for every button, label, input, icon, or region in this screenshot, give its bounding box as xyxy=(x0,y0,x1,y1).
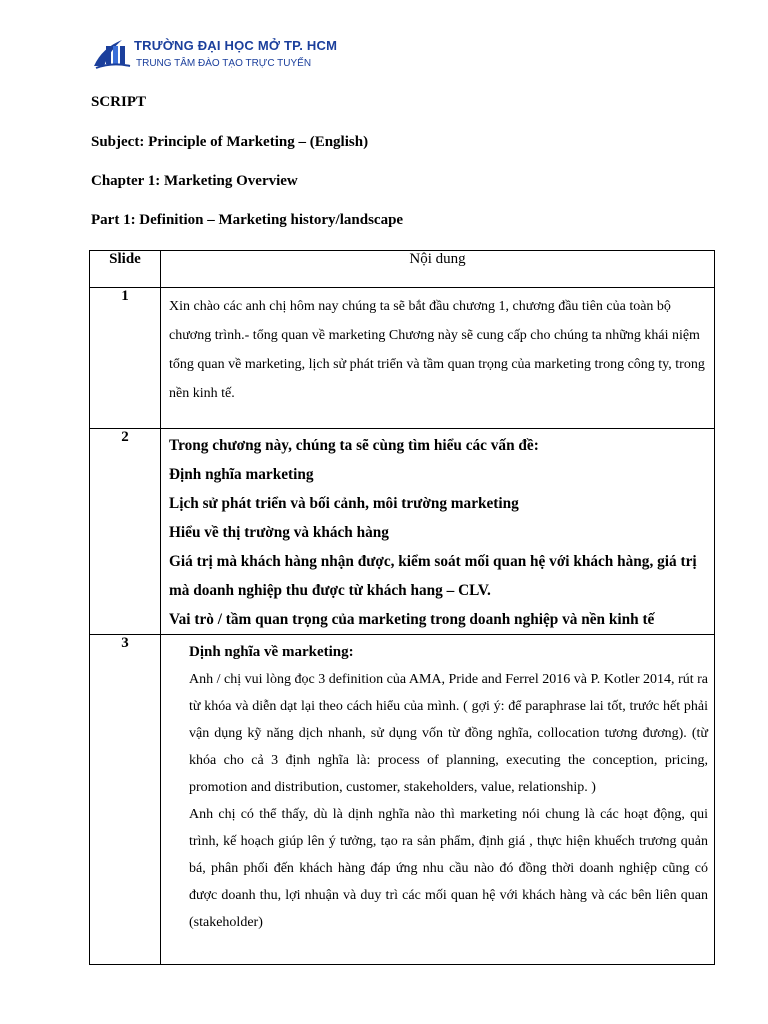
slide-content xyxy=(161,635,715,965)
table-row xyxy=(90,288,715,429)
subject-heading: Subject: Principle of Marketing – (English) xyxy=(91,134,369,150)
slide-number: 1 xyxy=(90,288,161,429)
logo-subtitle: TRUNG TÂM ĐÀO TẠO TRỰC TUYẾN xyxy=(136,58,312,69)
part-heading: Part 1: Definition – Marketing history/landscape xyxy=(91,212,404,228)
topic-line: Lịch sử phát triển và bối cảnh, môi trường marketing xyxy=(169,495,519,512)
header-content: Nội dung xyxy=(161,251,715,288)
topic-line: Trong chương này, chúng ta sẽ cùng tìm hiểu các vấn đề: xyxy=(169,437,539,454)
table-header-row xyxy=(90,251,715,288)
header-slide: Slide xyxy=(90,251,161,288)
topic-line: Hiểu về thị trường và khách hàng xyxy=(169,524,389,541)
script-table xyxy=(89,250,715,965)
table-row xyxy=(90,429,715,635)
slide-number: 2 xyxy=(90,429,161,635)
topic-line: Định nghĩa marketing xyxy=(169,466,314,483)
chapter-heading: Chapter 1: Marketing Overview xyxy=(91,173,298,189)
slide-content xyxy=(161,429,715,635)
university-logo-icon xyxy=(92,36,132,72)
university-logo xyxy=(92,30,338,80)
table-row xyxy=(90,635,715,965)
slide-content: Xin chào các anh chị hôm nay chúng ta sẽ bắt đầu chương 1, chương đầu tiên của toàn bộ chương trình.- tổng quan về marketing Chương này sẽ cung cấp cho chúng ta những khái niệm tổng quan về marketing, lịch sử phát triển và tầm quan trọng của marketing trong công ty, trong nền kinh tế. xyxy=(161,288,715,429)
slide-number: 3 xyxy=(90,635,161,965)
script-heading: SCRIPT xyxy=(91,94,147,110)
section-title: Dịnh nghĩa về marketing: xyxy=(189,644,354,660)
paragraph: Anh chị có thể thấy, dù là dịnh nghĩa nào thì marketing nói chung là các hoạt động, qui trình, kế hoạch giúp lên ý tưởng, tạo ra sản phẩm, định giá , thực hiện khuếch trương quản bá, phân phối đến khách hàng đáp ứng nhu cầu nào đó đồng thời doanh nghiệp cũng có được doanh thu, lợi nhuận và duy trì các mối quan hệ với khách hàng và các bên liên quan (stakeholder) xyxy=(189,807,708,930)
paragraph: Anh / chị vui lòng đọc 3 definition của AMA, Pride and Ferrel 2016 và P. Kotler 2014, rút ra từ khóa và diễn dạt lại theo cách hiểu của mình. ( gợi ý: để paraphrase lai tốt, trước hết phải vận dụng kỹ năng dịch nhanh, sử dụng vốn từ đồng nghĩa, collocation tương đương). (từ khóa cho cả 3 định nghĩa là: process of planning, executing the conception, pricing, promotion and distribution, customer, stakeholders, value, relationship. ) xyxy=(189,672,708,795)
topic-line: Giá trị mà khách hàng nhận được, kiểm soát mối quan hệ với khách hàng, giá trị mà doanh nghiệp thu được từ khách hang – CLV. xyxy=(169,553,697,599)
topic-line: Vai trò / tầm quan trọng của marketing trong doanh nghiệp và nền kinh tế xyxy=(169,611,655,628)
logo-title: TRƯỜNG ĐẠI HỌC MỞ TP. HCM xyxy=(134,38,338,53)
